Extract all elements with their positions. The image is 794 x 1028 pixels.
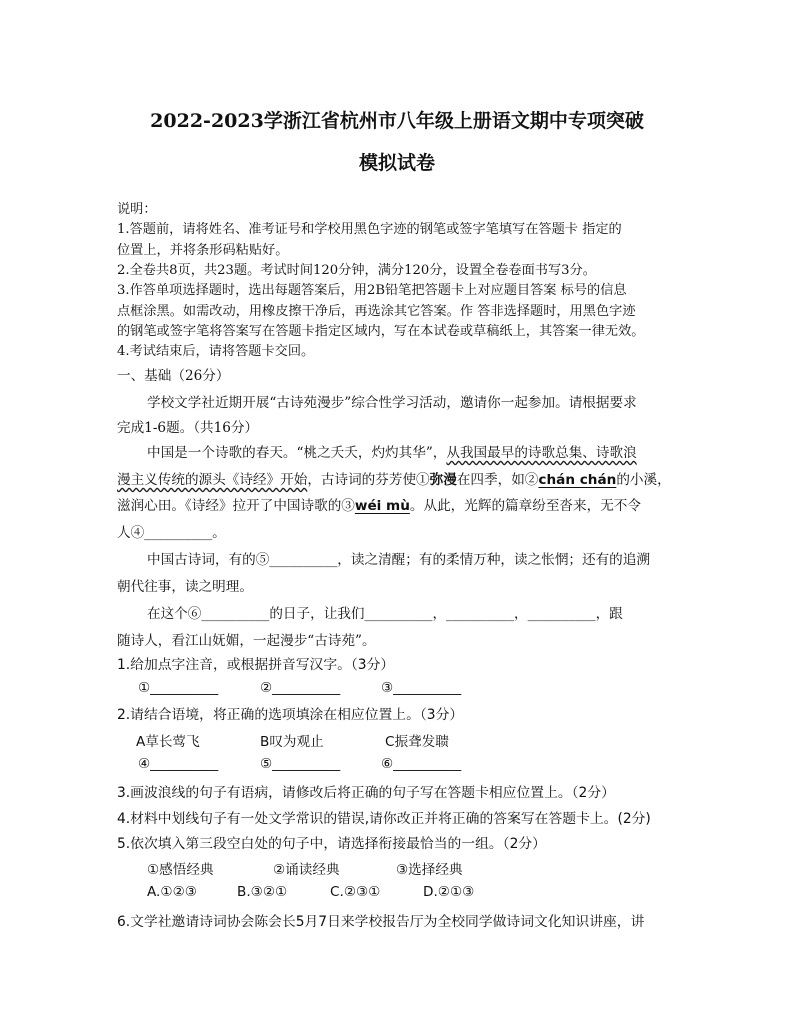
instruction-line: 3.作答单项选择题时，选出每题答案后，用2B铅笔把答题卡上对应题目答案 标号的信息 (117, 283, 627, 298)
answer-blank: ③__________ (381, 680, 462, 696)
passage-line (117, 468, 671, 488)
passage-text: 在四季，如② (456, 472, 539, 488)
answer-blank: ⑤__________ (260, 756, 341, 772)
question-4: 4.材料中划线句子有一处文学常识的错误,请你改正并将正确的答案写在答题卡上。(2分) (117, 811, 651, 827)
passage-text: 的小溪， (616, 472, 671, 488)
exam-title-line1: 2022-2023学浙江省杭州市八年级上册语文期中专项突破 (150, 110, 644, 132)
passage-line: 人④__________。 (117, 525, 226, 541)
passage-line: 在这个⑥__________的日子，让我们__________，__________，__________，跟 (147, 606, 623, 622)
passage-line: 中国古诗词，有的⑤__________，读之清醒；有的柔情万种，读之怅惘；还有的追溯 (147, 552, 650, 568)
question-2: 2.请结合语境，将正确的选项填涂在相应位置上。（3分） (117, 707, 464, 723)
passage-line: 朝代往事，读之明理。 (117, 579, 253, 595)
instruction-line: 点框涂黑。如需改动，用橡皮擦干净后，再选涂其它答案。作 答非选择题时，用黑色字迹 (117, 304, 636, 319)
question-5: 5.依次填入第三段空白处的句子中，请选择衔接最恰当的一组。（2分） (117, 836, 546, 852)
question-6: 6.文学社邀请诗词协会陈会长5月7日来学校报告厅为全校同学做诗词文化知识讲座，讲 (117, 914, 645, 930)
pinyin-word: chán chán (538, 472, 617, 488)
choice-option: A.①②③ (147, 884, 197, 900)
exam-title-line2: 模拟试卷 (358, 152, 435, 174)
passage-line (147, 441, 637, 461)
instruction-line: 位置上，并将条形码粘贴好。 (117, 243, 289, 258)
choice-option: D.②①③ (423, 884, 475, 900)
answer-blank: ④__________ (138, 756, 219, 772)
choice-option: B.③②① (237, 884, 288, 900)
section-intro: 完成1-6题。（共16分） (117, 420, 259, 436)
answer-blank: ②__________ (260, 680, 341, 696)
passage-text: ，古诗词的芬芳使① (307, 472, 430, 488)
passage-text: 中国是一个诗歌的春天。“桃之夭夭，灼灼其华”， (147, 445, 447, 461)
instructions-heading: 说明： (117, 202, 157, 217)
instruction-line: 4.考试结束后，请将答题卡交回。 (117, 344, 315, 359)
answer-blank: ⑥__________ (381, 756, 462, 772)
q5-item: ②诵读经典 (273, 862, 340, 878)
passage-line: 随诗人，看江山妩媚，一起漫步“古诗苑”。 (117, 633, 376, 649)
choice-option: C振聋发聩 (385, 734, 449, 750)
question-1: 1.给加点字注音，或根据拼音写汉字。（3分） (117, 657, 395, 673)
instruction-line: 的钢笔或签字笔将答案写在答题卡指定区域内，写在本试卷或草稿纸上，其答案一律无效。 (117, 324, 645, 339)
choice-option: A草长莺飞 (136, 734, 200, 750)
passage-text: 滋润心田。《诗经》拉开了中国诗歌的③ (117, 498, 355, 514)
dotted-word: 弥漫 (429, 472, 457, 488)
choice-option: B叹为观止 (260, 734, 324, 750)
wavy-sentence: 漫主义传统的源头《诗经》开始 (117, 472, 308, 488)
section-intro: 学校文学社近期开展“古诗苑漫步”综合性学习活动，邀请你一起参加。请根据要求 (147, 395, 637, 411)
passage-line (117, 494, 641, 514)
answer-blank: ①__________ (138, 680, 219, 696)
passage-text: 。从此，光辉的篇章纷至沓来，无不令 (409, 498, 641, 514)
question-3: 3.画波浪线的句子有语病，请修改后将正确的句子写在答题卡相应位置上。（2分） (117, 785, 615, 801)
section-heading: 一、基础（26分） (117, 368, 230, 384)
choice-option: C.②③① (330, 884, 381, 900)
q5-item: ①感悟经典 (147, 862, 214, 878)
q5-item: ③选择经典 (396, 862, 463, 878)
instruction-line: 2.全卷共8页，共23题。考试时间120分钟，满分120分，设置全卷卷面书写3分。 (117, 263, 596, 278)
wavy-sentence: 从我国最早的诗歌总集、诗歌浪 (446, 445, 637, 461)
instruction-line: 1.答题前，请将姓名、准考证号和学校用黑色字迹的钢笔或签字笔填写在答题卡 指定的 (117, 222, 622, 237)
pinyin-word: wéi mù (354, 498, 410, 514)
